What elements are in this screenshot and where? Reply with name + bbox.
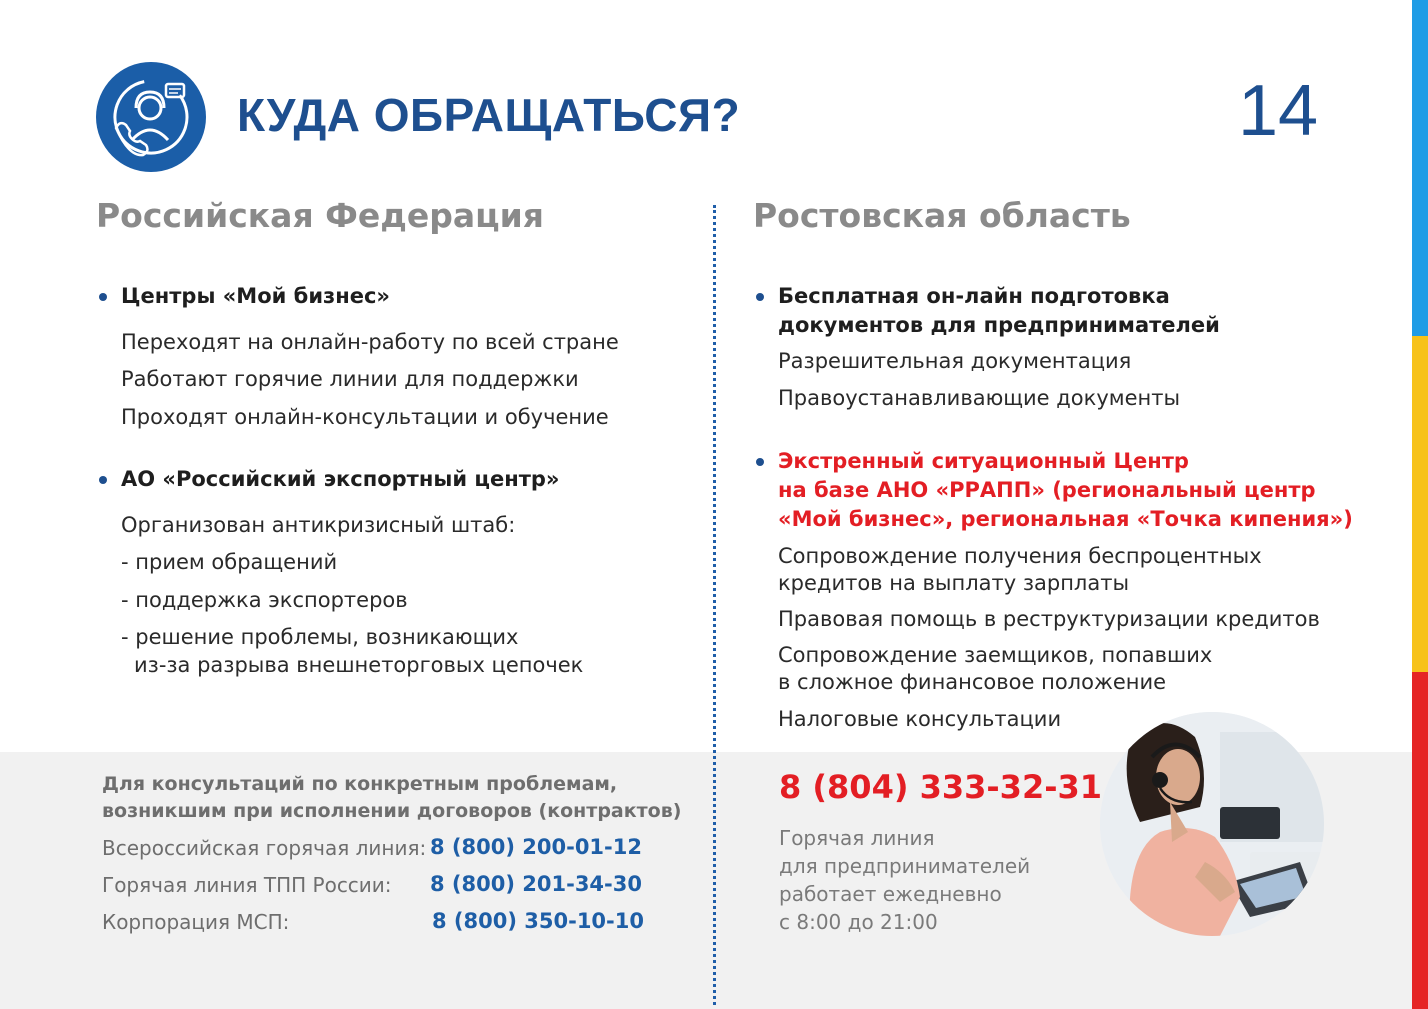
heading-rostov-region: Ростовская область	[753, 196, 1131, 235]
hotline-label: Горячая линия ТПП России:	[102, 873, 392, 897]
page-number: 14	[1238, 71, 1319, 151]
call-center-operator-icon	[96, 62, 206, 172]
list-item: Правовая помощь в реструктуризации кредитов	[778, 607, 1320, 631]
list-item: Сопровождение получения беспроцентных	[778, 544, 1262, 568]
bullet-title-line: «Мой бизнес», региональная «Точка кипения»)	[778, 507, 1353, 531]
bullet-emergency-center	[778, 447, 1353, 534]
list-item: Переходят на онлайн-работу по всей стране	[121, 330, 619, 354]
list-item: Налоговые консультации	[778, 707, 1062, 731]
description-line: для предпринимателей	[779, 854, 1031, 878]
hotline-phone-link[interactable]: 8 (800) 350-10-10	[432, 909, 644, 933]
bullet-dot	[99, 476, 107, 484]
bullet-online-documents	[778, 282, 1220, 340]
bullet-dot	[756, 458, 764, 466]
bullet-title-line: документов для предпринимателей	[778, 313, 1220, 337]
list-item: - решение проблемы, возникающих	[121, 625, 519, 649]
list-item: Правоустанавливающие документы	[778, 386, 1181, 410]
description-line: работает ежедневно	[779, 882, 1002, 906]
bullet-dot	[99, 293, 107, 301]
list-item: Сопровождение заемщиков, попавших	[778, 643, 1213, 667]
bullet-title-line: на базе АНО «РРАПП» (региональный центр	[778, 478, 1316, 502]
bullet-title: АО «Российский экспортный центр»	[121, 467, 560, 491]
list-item: - прием обращений	[121, 550, 338, 574]
page-title: КУДА ОБРАЩАТЬСЯ?	[237, 89, 741, 141]
regional-hotline-phone[interactable]: 8 (804) 333-32-31	[779, 768, 1103, 806]
list-item: Организован антикризисный штаб:	[121, 513, 516, 537]
consultation-heading	[102, 771, 681, 825]
consultation-heading-line: Для консультаций по конкретным проблемам,	[102, 773, 618, 795]
list-item: кредитов на выплату зарплаты	[778, 571, 1130, 595]
column-divider	[713, 205, 716, 1005]
heading-russian-federation: Российская Федерация	[96, 196, 544, 235]
hotline-phone-link[interactable]: 8 (800) 200-01-12	[430, 835, 642, 859]
list-item: Разрешительная документация	[778, 349, 1132, 373]
bullet-title-line: Бесплатная он-лайн подготовка	[778, 284, 1170, 308]
bullet-title-line: Экстренный ситуационный Центр	[778, 449, 1189, 473]
tricolor-stripe	[1412, 0, 1428, 1009]
list-item: Проходят онлайн-консультации и обучение	[121, 405, 609, 429]
hotline-label: Всероссийская горячая линия:	[102, 836, 427, 860]
list-item: Работают горячие линии для поддержки	[121, 367, 579, 391]
bullet-export-center	[121, 465, 559, 494]
hotline-label: Корпорация МСП:	[102, 910, 290, 934]
bullet-dot	[756, 293, 764, 301]
regional-hotline-description	[779, 824, 1030, 936]
bullet-title: Центры «Мой бизнес»	[121, 284, 391, 308]
list-item: из-за разрыва внешнеторговых цепочек	[134, 653, 584, 677]
list-item: - поддержка экспортеров	[121, 588, 408, 612]
bullet-my-business-centers	[121, 282, 390, 311]
operator-with-headset-photo	[1100, 712, 1324, 936]
list-item: в сложное финансовое положение	[778, 670, 1167, 694]
hotline-phone-link[interactable]: 8 (800) 201-34-30	[430, 872, 642, 896]
description-line: Горячая линия	[779, 826, 935, 850]
description-line: с 8:00 до 21:00	[779, 910, 938, 934]
consultation-heading-line: возникшим при исполнении договоров (контрактов)	[102, 800, 682, 822]
